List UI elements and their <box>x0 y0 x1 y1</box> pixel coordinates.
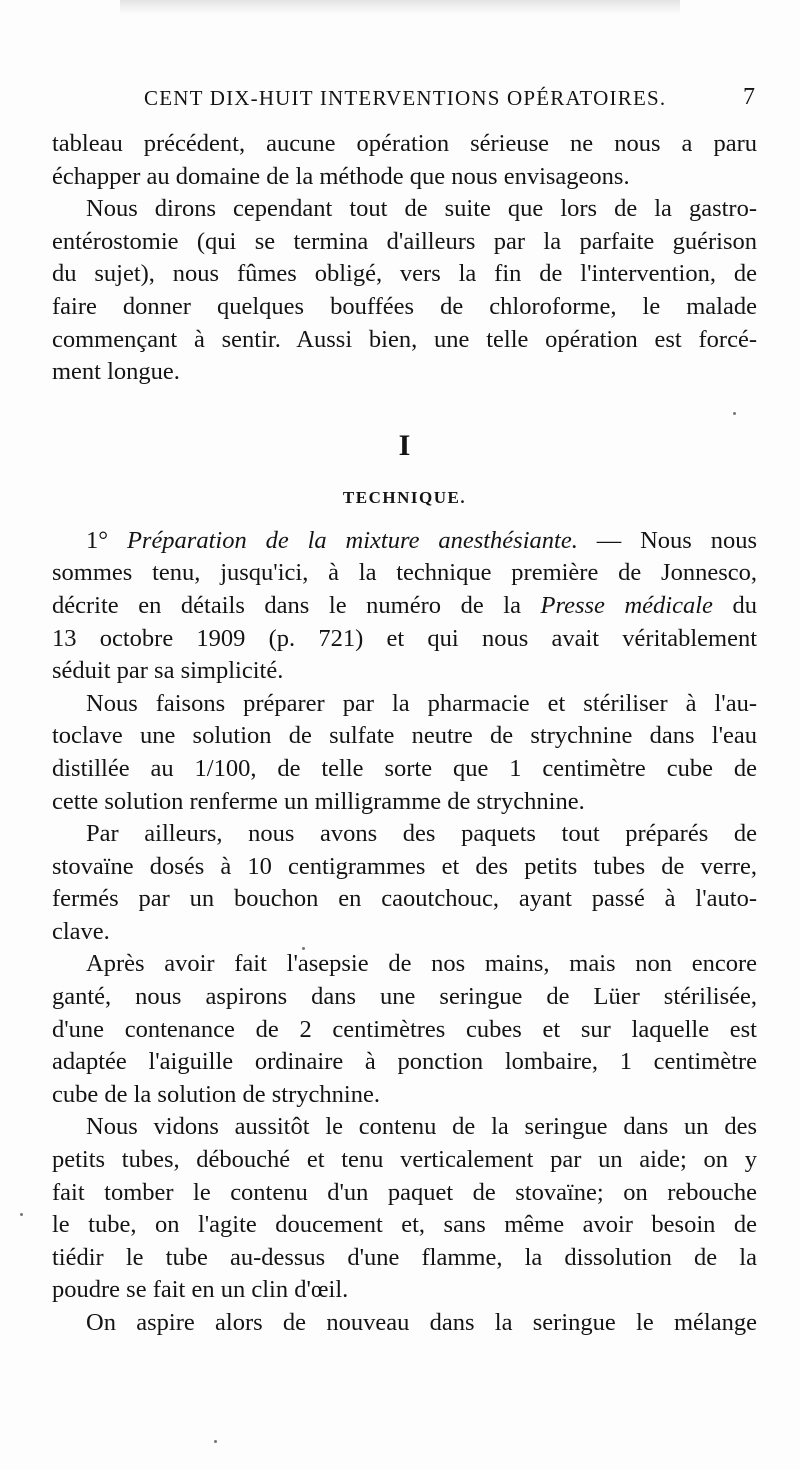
text-line: Après avoir fait l'asepsie de nos mains, mais non encore <box>86 950 757 978</box>
text-line: Nous faisons préparer par la pharmacie et stériliser à l'au- <box>86 689 757 717</box>
text-line: petits tubes, débouché et tenu verticalement par un aide; on y <box>52 1146 757 1174</box>
scan-speck <box>733 412 736 415</box>
text-line: Nous vidons aussitôt le contenu de la seringue dans un des <box>86 1113 757 1141</box>
text-line: tableau précédent, aucune opération sérieuse ne nous a paru <box>52 130 757 157</box>
section-numeral: I <box>398 428 411 462</box>
text-line: Nous dirons cependant tout de suite que lors de la gastro- <box>86 195 757 223</box>
lead-italic-heading: Préparation de la mixture anesthésiante. <box>126 526 578 554</box>
text-line: fait tomber le contenu d'un paquet de stovaïne; on rebouche <box>52 1178 757 1206</box>
lead-number: 1° <box>86 526 127 554</box>
page-number: 7 <box>743 84 755 110</box>
text-line: distillée au 1/100, de telle sorte que 1 centimètre cube de <box>52 754 757 782</box>
paragraph-lead-line <box>52 525 757 558</box>
text-line: clave. <box>52 917 110 945</box>
text-line: fermés par un bouchon en caoutchouc, ayant passé à l'auto- <box>52 885 757 913</box>
text-line: stovaïne dosés à 10 centigrammes et des petits tubes de verre, <box>52 852 757 880</box>
text-line: sommes tenu, jusqu'ici, à la technique première de Jonnesco, <box>52 559 757 587</box>
text-line: poudre se fait en un clin d'œil. <box>52 1276 349 1304</box>
text-line: cube de la solution de strychnine. <box>52 1080 380 1108</box>
scan-speck <box>214 1440 217 1443</box>
text-line: séduit par sa simplicité. <box>52 657 284 685</box>
scan-edge-shadow <box>120 0 680 14</box>
text-line: échapper au domaine de la méthode que nous envisageons. <box>52 162 630 190</box>
journal-title: Presse médicale <box>540 591 713 619</box>
text-line: commençant à sentir. Aussi bien, une telle opération est forcé- <box>52 325 757 353</box>
text-line: ganté, nous aspirons dans une seringue de Lüer stérilisée, <box>52 983 757 1011</box>
text-line: adaptée l'aiguille ordinaire à ponction lombaire, 1 centimètre <box>52 1048 757 1076</box>
text-line: d'une contenance de 2 centimètres cubes et sur laquelle est <box>52 1015 757 1043</box>
text-span: décrite en détails dans le numéro de la <box>52 591 541 619</box>
text-line: Par ailleurs, nous avons des paquets tout préparés de <box>86 820 757 848</box>
text-line: 13 octobre 1909 (p. 721) et qui nous avait véritablement <box>52 624 757 652</box>
text-line: le tube, on l'agite doucement et, sans même avoir besoin de <box>52 1211 757 1239</box>
section-title: TECHNIQUE. <box>342 487 467 507</box>
text-line: cette solution renferme un milligramme de strychnine. <box>52 787 585 815</box>
running-head <box>52 86 757 116</box>
body-text <box>52 128 757 1340</box>
text-line: du sujet), nous fûmes obligé, vers la fin de l'intervention, de <box>52 260 757 288</box>
text-span: du <box>712 591 758 619</box>
text-line: ment longue. <box>52 358 180 386</box>
text-line: toclave une solution de sulfate neutre de strychnine dans l'eau <box>52 722 757 750</box>
text-line: On aspire alors de nouveau dans la seringue le mélange <box>86 1309 757 1336</box>
text-line: tiédir le tube au-dessus d'une flamme, la dissolution de la <box>52 1243 757 1271</box>
scan-speck <box>20 1213 23 1216</box>
scan-speck <box>302 947 305 950</box>
text-line: faire donner quelques bouffées de chloroforme, le malade <box>52 292 757 320</box>
text-line <box>52 590 757 623</box>
text-line: entérostomie (qui se termina d'ailleurs par la parfaite guérison <box>52 227 757 255</box>
lead-rest: — Nous nous <box>577 526 757 554</box>
running-title: CENT DIX-HUIT INTERVENTIONS OPÉRATOIRES. <box>144 86 667 110</box>
